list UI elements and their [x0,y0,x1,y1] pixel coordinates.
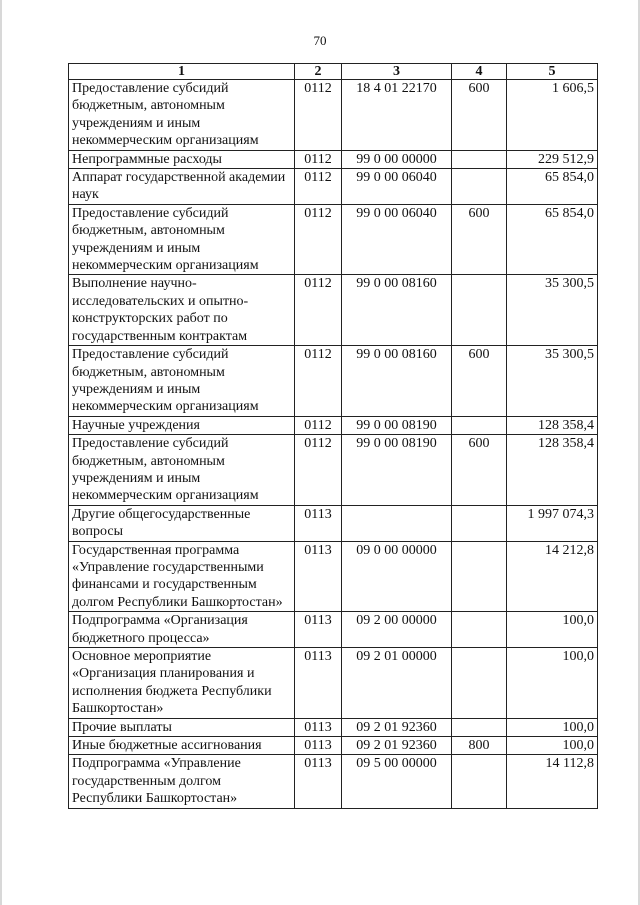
table-row [69,612,598,648]
row-sum-cell: 128 358,4 [507,435,598,506]
row-csr-cell: 09 5 00 00000 [342,755,452,808]
table-body [69,80,598,809]
row-section-cell: 0112 [295,275,342,346]
row-sum-cell: 100,0 [507,718,598,736]
row-name-cell: Предоставление субсидий бюджетным, автономным учреждениям и иным некоммерческим организациям [69,204,295,275]
table-header [69,64,598,80]
row-csr-cell: 99 0 00 08160 [342,346,452,417]
row-sum-cell: 100,0 [507,612,598,648]
row-sum-cell: 35 300,5 [507,275,598,346]
row-vr-cell [452,150,507,168]
budget-table-container [68,63,597,809]
row-sum-cell: 100,0 [507,737,598,755]
row-csr-cell: 09 2 01 00000 [342,648,452,719]
row-csr-cell: 99 0 00 06040 [342,204,452,275]
row-csr-cell: 09 2 01 92360 [342,737,452,755]
row-section-cell: 0113 [295,737,342,755]
row-section-cell: 0112 [295,204,342,275]
table-row [69,718,598,736]
row-name-cell: Прочие выплаты [69,718,295,736]
header-col-1: 1 [69,64,295,80]
row-sum-cell: 128 358,4 [507,416,598,434]
row-vr-cell: 600 [452,80,507,151]
table-row [69,416,598,434]
row-vr-cell [452,648,507,719]
row-vr-cell [452,541,507,612]
header-col-3: 3 [342,64,452,80]
table-row [69,648,598,719]
row-csr-cell: 99 0 00 08160 [342,275,452,346]
header-row [69,64,598,80]
row-section-cell: 0112 [295,80,342,151]
row-name-cell: Выполнение научно-исследовательских и опытно-конструкторских работ по государственным контрактам [69,275,295,346]
table-row [69,737,598,755]
row-sum-cell: 35 300,5 [507,346,598,417]
row-section-cell: 0113 [295,648,342,719]
row-section-cell: 0113 [295,755,342,808]
row-section-cell: 0112 [295,150,342,168]
table-row [69,150,598,168]
row-csr-cell: 09 2 01 92360 [342,718,452,736]
row-section-cell: 0113 [295,718,342,736]
row-name-cell: Подпрограмма «Организация бюджетного процесса» [69,612,295,648]
row-name-cell: Научные учреждения [69,416,295,434]
row-sum-cell: 229 512,9 [507,150,598,168]
row-vr-cell: 600 [452,346,507,417]
row-vr-cell [452,755,507,808]
row-name-cell: Непрограммные расходы [69,150,295,168]
row-vr-cell [452,718,507,736]
row-name-cell: Предоставление субсидий бюджетным, автономным учреждениям и иным некоммерческим организациям [69,80,295,151]
table-row [69,541,598,612]
row-vr-cell [452,612,507,648]
table-row [69,435,598,506]
row-name-cell: Другие общегосударственные вопросы [69,505,295,541]
table-row [69,275,598,346]
row-sum-cell: 14 212,8 [507,541,598,612]
table-row [69,169,598,205]
row-name-cell: Предоставление субсидий бюджетным, автономным учреждениям и иным некоммерческим организациям [69,435,295,506]
row-name-cell: Предоставление субсидий бюджетным, автономным учреждениям и иным некоммерческим организациям [69,346,295,417]
row-section-cell: 0112 [295,416,342,434]
page-number: 70 [313,33,327,48]
row-section-cell: 0113 [295,505,342,541]
row-csr-cell: 99 0 00 06040 [342,169,452,205]
row-csr-cell: 99 0 00 08190 [342,435,452,506]
row-name-cell: Государственная программа «Управление государственными финансами и государственным долгом Республики Башкортостан» [69,541,295,612]
row-csr-cell: 09 2 00 00000 [342,612,452,648]
table-row [69,346,598,417]
row-name-cell: Подпрограмма «Управление государственным долгом Республики Башкортостан» [69,755,295,808]
row-sum-cell: 14 112,8 [507,755,598,808]
header-col-2: 2 [295,64,342,80]
table-row [69,80,598,151]
row-vr-cell: 600 [452,435,507,506]
row-section-cell: 0112 [295,169,342,205]
row-name-cell: Основное мероприятие «Организация планирования и исполнения бюджета Республики Башкортостан» [69,648,295,719]
row-csr-cell [342,505,452,541]
row-sum-cell: 65 854,0 [507,204,598,275]
row-name-cell: Иные бюджетные ассигнования [69,737,295,755]
row-vr-cell: 800 [452,737,507,755]
row-vr-cell: 600 [452,204,507,275]
table-row [69,204,598,275]
scan-edge-left [0,0,2,905]
row-vr-cell [452,416,507,434]
row-csr-cell: 18 4 01 22170 [342,80,452,151]
row-section-cell: 0112 [295,435,342,506]
row-csr-cell: 09 0 00 00000 [342,541,452,612]
row-name-cell: Аппарат государственной академии наук [69,169,295,205]
row-csr-cell: 99 0 00 00000 [342,150,452,168]
row-sum-cell: 1 997 074,3 [507,505,598,541]
header-col-4: 4 [452,64,507,80]
row-sum-cell: 1 606,5 [507,80,598,151]
header-col-5: 5 [507,64,598,80]
row-csr-cell: 99 0 00 08190 [342,416,452,434]
row-section-cell: 0113 [295,612,342,648]
budget-table [68,63,598,809]
row-sum-cell: 65 854,0 [507,169,598,205]
row-vr-cell [452,275,507,346]
table-row [69,755,598,808]
row-section-cell: 0112 [295,346,342,417]
row-sum-cell: 100,0 [507,648,598,719]
row-vr-cell [452,505,507,541]
row-section-cell: 0113 [295,541,342,612]
row-vr-cell [452,169,507,205]
table-row [69,505,598,541]
